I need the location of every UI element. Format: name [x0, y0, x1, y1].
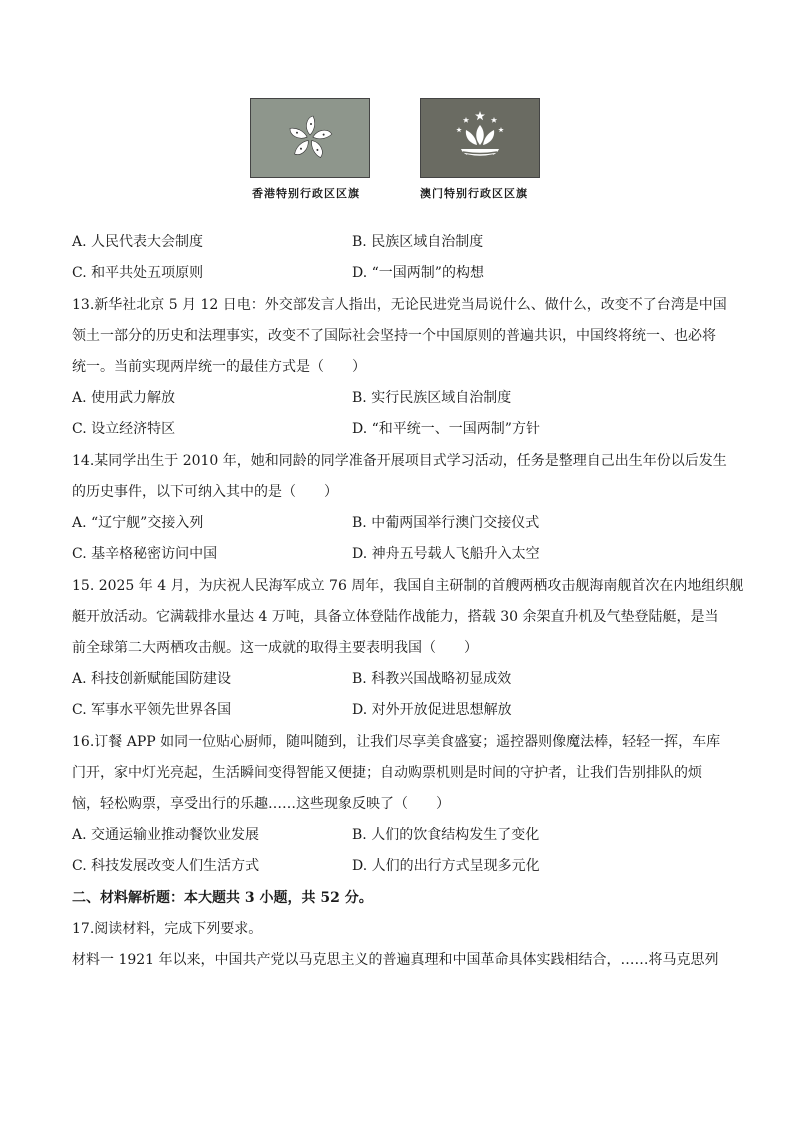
q13-stem-line-3: 统一。当前实现两岸统一的最佳方式是（ ）: [72, 359, 366, 375]
q16-stem-line-3: 恼，轻松购票，享受出行的乐趣……这些现象反映了（ ）: [72, 796, 450, 812]
q13-option-a: A. 使用武力解放: [72, 390, 176, 406]
q15-stem-line-2: 艇开放活动。它满载排水量达 4 万吨，具备立体登陆作战能力，搭载 30 余架直升机及气垫登陆艇，是当: [72, 609, 719, 625]
bauhinia-icon: [251, 99, 369, 177]
q12-option-d: D. “一国两制”的构想: [352, 265, 484, 281]
q16-stem-line-1: 16.订餐 APP 如同一位贴心厨师，随叫随到，让我们尽享美食盛宴；遥控器则像魔法棒，轻轻一挥，车库: [72, 734, 721, 750]
macao-flag-caption: 澳门特别行政区区旗: [420, 187, 528, 200]
q15-stem-line-1: 15. 2025 年 4 月，为庆祝人民海军成立 76 周年，我国自主研制的首艘两栖攻击舰海南舰首次在内地组织舰: [72, 578, 744, 594]
q15-stem-line-3: 前全球第二大两栖攻击舰。这一成就的取得主要表明我国（ ）: [72, 640, 478, 656]
q14-option-a: A. “辽宁舰”交接入列: [72, 515, 204, 531]
q14-option-c: C. 基辛格秘密访问中国: [72, 546, 218, 562]
q12-option-c: C. 和平共处五项原则: [72, 265, 204, 281]
q15-option-d: D. 对外开放促进思想解放: [352, 702, 512, 718]
q16-option-b: B. 人们的饮食结构发生了变化: [352, 827, 540, 843]
q16-option-c: C. 科技发展改变人们生活方式: [72, 858, 260, 874]
q14-option-d: D. 神舟五号载人飞船升入太空: [352, 546, 540, 562]
q13-stem-line-1: 13.新华社北京 5 月 12 日电：外交部发言人指出，无论民进党当局说什么、做什么，改变不了台湾是中国: [72, 297, 727, 313]
hong-kong-flag-caption: 香港特别行政区区旗: [252, 187, 360, 200]
q15-option-a: A. 科技创新赋能国防建设: [72, 671, 232, 687]
q14-stem-line-2: 的历史事件，以下可纳入其中的是（ ）: [72, 484, 338, 500]
flags-figure: [250, 98, 550, 208]
section-heading: 二、材料解析题：本大题共 3 小题，共 52 分。: [72, 890, 373, 906]
q15-option-b: B. 科教兴国战略初显成效: [352, 671, 512, 687]
macao-flag-image: [420, 98, 540, 178]
q16-option-d: D. 人们的出行方式呈现多元化: [352, 858, 540, 874]
q12-option-b: B. 民族区域自治制度: [352, 234, 484, 250]
q13-option-d: D. “和平统一、一国两制”方针: [352, 421, 540, 437]
q15-option-c: C. 军事水平领先世界各国: [72, 702, 232, 718]
hong-kong-flag-image: [250, 98, 370, 178]
q14-stem-line-1: 14.某同学出生于 2010 年，她和同龄的同学准备开展项目式学习活动，任务是整理自己出生年份以后发生: [72, 453, 727, 469]
q16-stem-line-2: 门开，家中灯光亮起，生活瞬间变得智能又便捷；自动购票机则是时间的守护者，让我们告别排队的烦: [72, 765, 702, 781]
q17-stem-line-1: 17.阅读材料，完成下列要求。: [72, 921, 263, 937]
q16-option-a: A. 交通运输业推动餐饮业发展: [72, 827, 260, 843]
lotus-icon: [421, 99, 539, 177]
q14-option-b: B. 中葡两国举行澳门交接仪式: [352, 515, 540, 531]
q13-stem-line-2: 领土一部分的历史和法理事实，改变不了国际社会坚持一个中国原则的普遍共识，中国终将统一、也必将: [72, 328, 716, 344]
q13-option-b: B. 实行民族区域自治制度: [352, 390, 512, 406]
q17-material-line-1: 材料一 1921 年以来，中国共产党以马克思主义的普遍真理和中国革命具体实践相结合，……将马克思列: [72, 952, 719, 968]
q13-option-c: C. 设立经济特区: [72, 421, 176, 437]
q12-option-a: A. 人民代表大会制度: [72, 234, 204, 250]
